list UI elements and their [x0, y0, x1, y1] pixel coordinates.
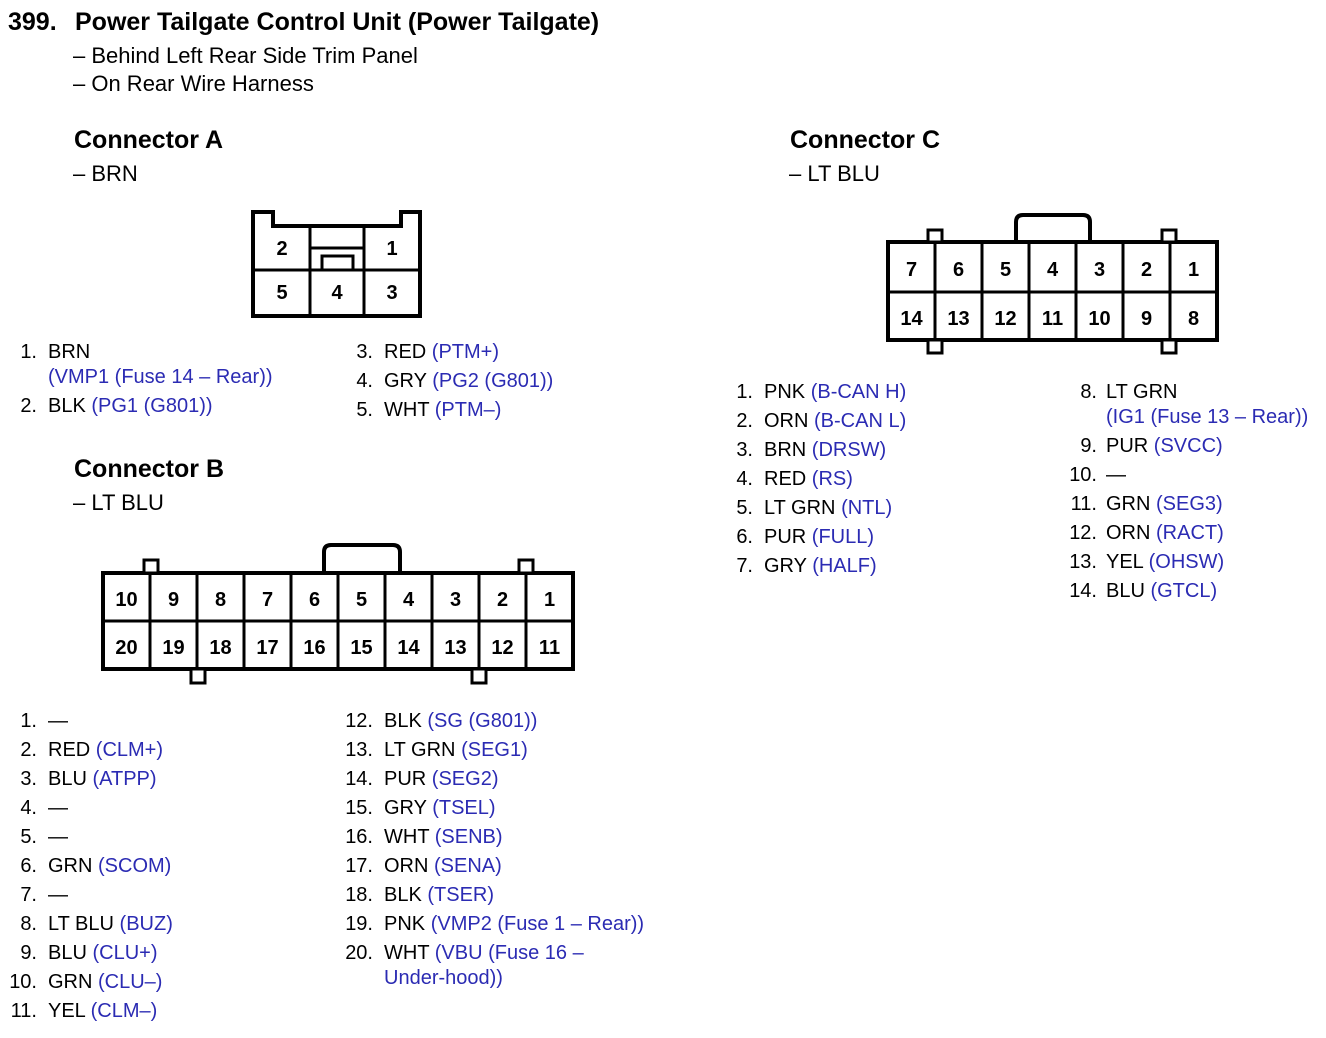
- connector-b-pin-function: (CLM–): [90, 1000, 158, 1022]
- connector-c-pin-entry: [764, 556, 877, 576]
- connector-b-pin-number: 11.: [10, 1000, 37, 1022]
- connector-c-key-bottom-right: [1162, 340, 1176, 353]
- connector-c-cavity-13: 13: [947, 308, 970, 330]
- connector-b-pin-number: 18.: [345, 884, 373, 906]
- connector-c-pin-entry: [1106, 465, 1126, 485]
- connector-c-pin-number: 7.: [736, 555, 753, 577]
- connector-b-cavity-17: 17: [256, 637, 279, 659]
- connector-c-cavity-6: 6: [952, 259, 965, 281]
- connector-a-heading: Connector A: [74, 126, 224, 154]
- connector-b-cavity-1: 1: [543, 589, 556, 611]
- connector-c-pin-function: (SEG3): [1156, 493, 1223, 515]
- connector-b-pin-number: 1.: [20, 710, 37, 732]
- connector-b-pin-function: (ATPP): [92, 768, 157, 790]
- connector-b-pin-number: 2.: [20, 739, 37, 761]
- connector-c-pin-entry: [764, 382, 906, 402]
- connector-b-wire-color: —: [48, 797, 68, 819]
- connector-b-cavity-12: 12: [491, 637, 514, 659]
- connector-c-cavity-4: 4: [1046, 259, 1059, 281]
- connector-c-cavity-12: 12: [994, 308, 1017, 330]
- connector-b-cavity-9: 9: [167, 589, 180, 611]
- location-line-2: – On Rear Wire Harness: [73, 71, 314, 96]
- connector-b-cavity-10: 10: [115, 589, 138, 611]
- connector-b-pin-function: (SENA): [434, 855, 502, 877]
- location-line-1: – Behind Left Rear Side Trim Panel: [73, 43, 418, 68]
- connector-b-wire-color: WHT: [384, 826, 430, 848]
- connector-c-wire-color: BRN: [764, 439, 807, 461]
- connector-b-pin-function: (CLU+): [92, 942, 158, 964]
- connector-b-cavity-2: 2: [496, 589, 509, 611]
- connector-a-pin-number: 3.: [356, 341, 373, 363]
- connector-b-cavity-13: 13: [444, 637, 467, 659]
- connector-b-cavity-11: 11: [538, 637, 561, 659]
- connector-c-pin-number: 2.: [736, 410, 753, 432]
- connector-b-pin-number: 15.: [345, 797, 373, 819]
- connector-a-wire-color: BLK: [48, 395, 86, 417]
- connector-c-wire-color: LT GRN: [1106, 381, 1178, 403]
- connector-b-wire-color: WHT: [384, 942, 430, 964]
- connector-b-wire-color: PNK: [384, 913, 426, 935]
- connector-c-pin-number: 3.: [736, 439, 753, 461]
- connector-a-wire-color: RED: [384, 341, 427, 363]
- connector-b-pin-number: 6.: [20, 855, 37, 877]
- item-number: 399.: [8, 8, 57, 36]
- connector-c-pin-number: 14.: [1069, 580, 1097, 602]
- connector-c-wire-color: GRY: [764, 555, 807, 577]
- connector-c-cavity-14: 14: [900, 308, 923, 330]
- connector-a-pin-number: 4.: [356, 370, 373, 392]
- connector-c-wire-color: PUR: [1106, 435, 1149, 457]
- connector-c-pin-entry: [764, 469, 853, 489]
- connector-c-wire-color: LT GRN: [764, 497, 836, 519]
- connector-b-pin-function: (VMP2 (Fuse 1 – Rear)): [430, 913, 645, 935]
- connector-c-wire-color: PNK: [764, 381, 806, 403]
- connector-c-pin-entry: [764, 411, 906, 431]
- connector-b-pin-function: (SENB): [434, 826, 503, 848]
- connector-c-pin-function: (NTL): [841, 497, 893, 519]
- connector-b-wire-color: ORN: [384, 855, 429, 877]
- connector-c-pin-number: 1.: [736, 381, 753, 403]
- connector-a-pin-function-continued: (VMP1 (Fuse 14 – Rear)): [48, 366, 273, 388]
- connector-a-pin-number: 5.: [356, 399, 373, 421]
- connector-b-pin-number: 14.: [345, 768, 373, 790]
- connector-c-pin-number: 12.: [1069, 522, 1097, 544]
- connector-c-cavity-8: 8: [1187, 308, 1200, 330]
- connector-b-pin-function: (SEG1): [461, 739, 528, 761]
- connector-a-cavity-5: 5: [276, 282, 288, 304]
- connector-c-wire-color: ORN: [1106, 522, 1151, 544]
- connector-b-pin-function: (CLM+): [95, 739, 164, 761]
- connector-c-key-bottom-left: [928, 340, 942, 353]
- connector-b-wire-color: —: [48, 826, 68, 848]
- connector-a-pin-function: (PG2 (G801)): [432, 370, 554, 392]
- connector-b-cavity-20: 20: [115, 637, 138, 659]
- connector-c-pin-function: (FULL): [811, 526, 875, 548]
- connector-c-heading: Connector C: [790, 126, 940, 154]
- connector-c-wire-color: YEL: [1106, 551, 1144, 573]
- connector-c-key-top-left: [928, 230, 942, 242]
- connector-c-pin-function: (OHSW): [1148, 551, 1225, 573]
- connector-b-pin-number: 17.: [345, 855, 373, 877]
- connector-b-pin-number: 16.: [345, 826, 373, 848]
- connector-b-pin-function: (CLU–): [98, 971, 163, 993]
- connector-c-wire-color: BLU: [1106, 580, 1145, 602]
- connector-a-wire-color: GRY: [384, 370, 427, 392]
- connector-b-cavity-18: 18: [209, 637, 232, 659]
- connector-c-wire-color: PUR: [764, 526, 807, 548]
- connector-c-cavity-9: 9: [1140, 308, 1153, 330]
- connector-c-pin-entry: [1106, 523, 1224, 543]
- connector-a-pin-number: 2.: [20, 395, 37, 417]
- connector-b-wire-color: —: [48, 710, 68, 732]
- connector-c-pin-entry: [1106, 581, 1217, 601]
- connector-c-cavity-10: 10: [1088, 308, 1111, 330]
- connector-b-pin-function: (TSER): [427, 884, 495, 906]
- connector-b-wire-color: PUR: [384, 768, 427, 790]
- connector-c-wire-color: RED: [764, 468, 807, 490]
- connector-c-pin-number: 10.: [1069, 464, 1097, 486]
- connector-a-cavity-2: 2: [276, 238, 288, 260]
- connector-b-wire-color: YEL: [48, 1000, 86, 1022]
- connector-a-pin-function: (PG1 (G801)): [91, 395, 213, 417]
- connector-b-pin-number: 7.: [20, 884, 37, 906]
- connector-c-pin-function: (DRSW): [811, 439, 887, 461]
- connector-a-cavity-4: 4: [331, 282, 343, 304]
- connector-b-wire-color: GRN: [48, 855, 93, 877]
- connector-a-wire-color: BRN: [48, 341, 91, 363]
- connector-c-pin-entry: [1106, 382, 1178, 402]
- connector-c-pin-function: (RACT): [1156, 522, 1224, 544]
- connector-c-cavity-1: 1: [1187, 259, 1200, 281]
- connector-c-pin-number: 11.: [1070, 493, 1097, 515]
- connector-b-pin-number: 9.: [20, 942, 37, 964]
- connector-b-pin-number: 8.: [20, 913, 37, 935]
- connector-c-latch: [1016, 215, 1090, 242]
- connector-a-cavity-1: 1: [386, 238, 398, 260]
- connector-c-pin-entry: [1106, 436, 1223, 456]
- connector-b-wire-color: BLU: [48, 942, 87, 964]
- connector-b-wire-color: LT GRN: [384, 739, 456, 761]
- connector-b-cavity-7: 7: [261, 589, 274, 611]
- connector-b-cavity-4: 4: [402, 589, 415, 611]
- connector-c-pin-function: (RS): [811, 468, 853, 490]
- connector-b-cavity-6: 6: [308, 589, 321, 611]
- connector-b-wire-color: BLK: [384, 884, 422, 906]
- connector-c-pin-entry: [764, 440, 886, 460]
- connector-c-pin-number: 4.: [736, 468, 753, 490]
- connector-b-pin-number: 19.: [345, 913, 373, 935]
- connector-c-cavity-7: 7: [905, 259, 918, 281]
- connector-b-pin-function: (TSEL): [432, 797, 496, 819]
- connector-b-pin-number: 3.: [20, 768, 37, 790]
- connector-b-wire-color: BLU: [48, 768, 87, 790]
- connector-b-pin-function: (SG (G801)): [427, 710, 538, 732]
- connector-c-pin-function-continued: (IG1 (Fuse 13 – Rear)): [1106, 406, 1309, 428]
- connector-c-wire-color: ORN: [764, 410, 809, 432]
- connector-c-pin-number: 8.: [1080, 381, 1097, 403]
- connector-b-pin-function: (SCOM): [98, 855, 172, 877]
- connector-b-cavity-5: 5: [355, 589, 368, 611]
- connector-a-color: – BRN: [73, 161, 138, 186]
- connector-b-pin-number: 12.: [345, 710, 373, 732]
- connector-c-cavity-11: 11: [1041, 308, 1064, 330]
- connector-a-pin-function: (PTM+): [431, 341, 500, 363]
- connector-c-cavity-5: 5: [999, 259, 1012, 281]
- connector-c-pin-entry: [1106, 494, 1223, 514]
- connector-c-pin-entry: [764, 498, 892, 518]
- connector-c-wire-color: GRN: [1106, 493, 1151, 515]
- connector-c-pin-function: (GTCL): [1150, 580, 1218, 602]
- connector-b-wire-color: RED: [48, 739, 91, 761]
- connector-c-pin-function: (HALF): [812, 555, 877, 577]
- connector-b-pin-function-continued: Under-hood)): [384, 967, 503, 989]
- connector-b-cavity-16: 16: [303, 637, 326, 659]
- connector-c-wire-color: —: [1106, 464, 1126, 486]
- connector-b-pin-function: (SEG2): [431, 768, 499, 790]
- connector-b-cavity-3: 3: [449, 589, 462, 611]
- connector-b-heading: Connector B: [74, 455, 224, 483]
- connector-b-pin-number: 10.: [9, 971, 37, 993]
- connector-a-pin-number: 1.: [20, 341, 37, 363]
- connector-b-cavity-14: 14: [397, 637, 420, 659]
- connector-b-wire-color: GRN: [48, 971, 93, 993]
- connector-b-color: – LT BLU: [73, 490, 164, 515]
- connector-c-color: – LT BLU: [789, 161, 880, 186]
- connector-b-pin-number: 4.: [20, 797, 37, 819]
- connector-b-wire-color: GRY: [384, 797, 427, 819]
- connector-c-pin-number: 6.: [736, 526, 753, 548]
- page-title: Power Tailgate Control Unit (Power Tailgate): [75, 8, 600, 36]
- connector-c-pin-entry: [764, 527, 874, 547]
- connector-b-pin-number: 5.: [20, 826, 37, 848]
- connector-c-cavity-2: 2: [1140, 259, 1153, 281]
- connector-c-pin-function: (SVCC): [1153, 435, 1223, 457]
- connector-b-pin-function: (VBU (Fuse 16 –: [434, 942, 584, 964]
- connector-b-pin-number: 20.: [345, 942, 373, 964]
- connector-c-pin-function: (B-CAN L): [814, 410, 907, 432]
- connector-b-pin-function: (BUZ): [119, 913, 173, 935]
- connector-a-pin-function: (PTM–): [434, 399, 502, 421]
- connector-c-key-top-right: [1162, 230, 1176, 242]
- connector-b-wire-color: LT BLU: [48, 913, 114, 935]
- connector-a-wire-color: WHT: [384, 399, 430, 421]
- connector-b-wire-color: —: [48, 884, 68, 906]
- connector-b-cavity-19: 19: [162, 637, 185, 659]
- connector-b-pin-number: 13.: [345, 739, 373, 761]
- connector-c-pin-number: 5.: [736, 497, 753, 519]
- connector-a-cavity-3: 3: [386, 282, 398, 304]
- connector-b-wire-color: BLK: [384, 710, 422, 732]
- connector-c-cavity-3: 3: [1093, 259, 1106, 281]
- connector-c-pin-number: 13.: [1069, 551, 1097, 573]
- connector-b-cavity-8: 8: [214, 589, 227, 611]
- connector-c-pin-function: (B-CAN H): [810, 381, 907, 403]
- connector-c-pin-entry: [1106, 552, 1224, 572]
- connector-b-cavity-15: 15: [350, 637, 373, 659]
- connector-c-pin-number: 9.: [1080, 435, 1097, 457]
